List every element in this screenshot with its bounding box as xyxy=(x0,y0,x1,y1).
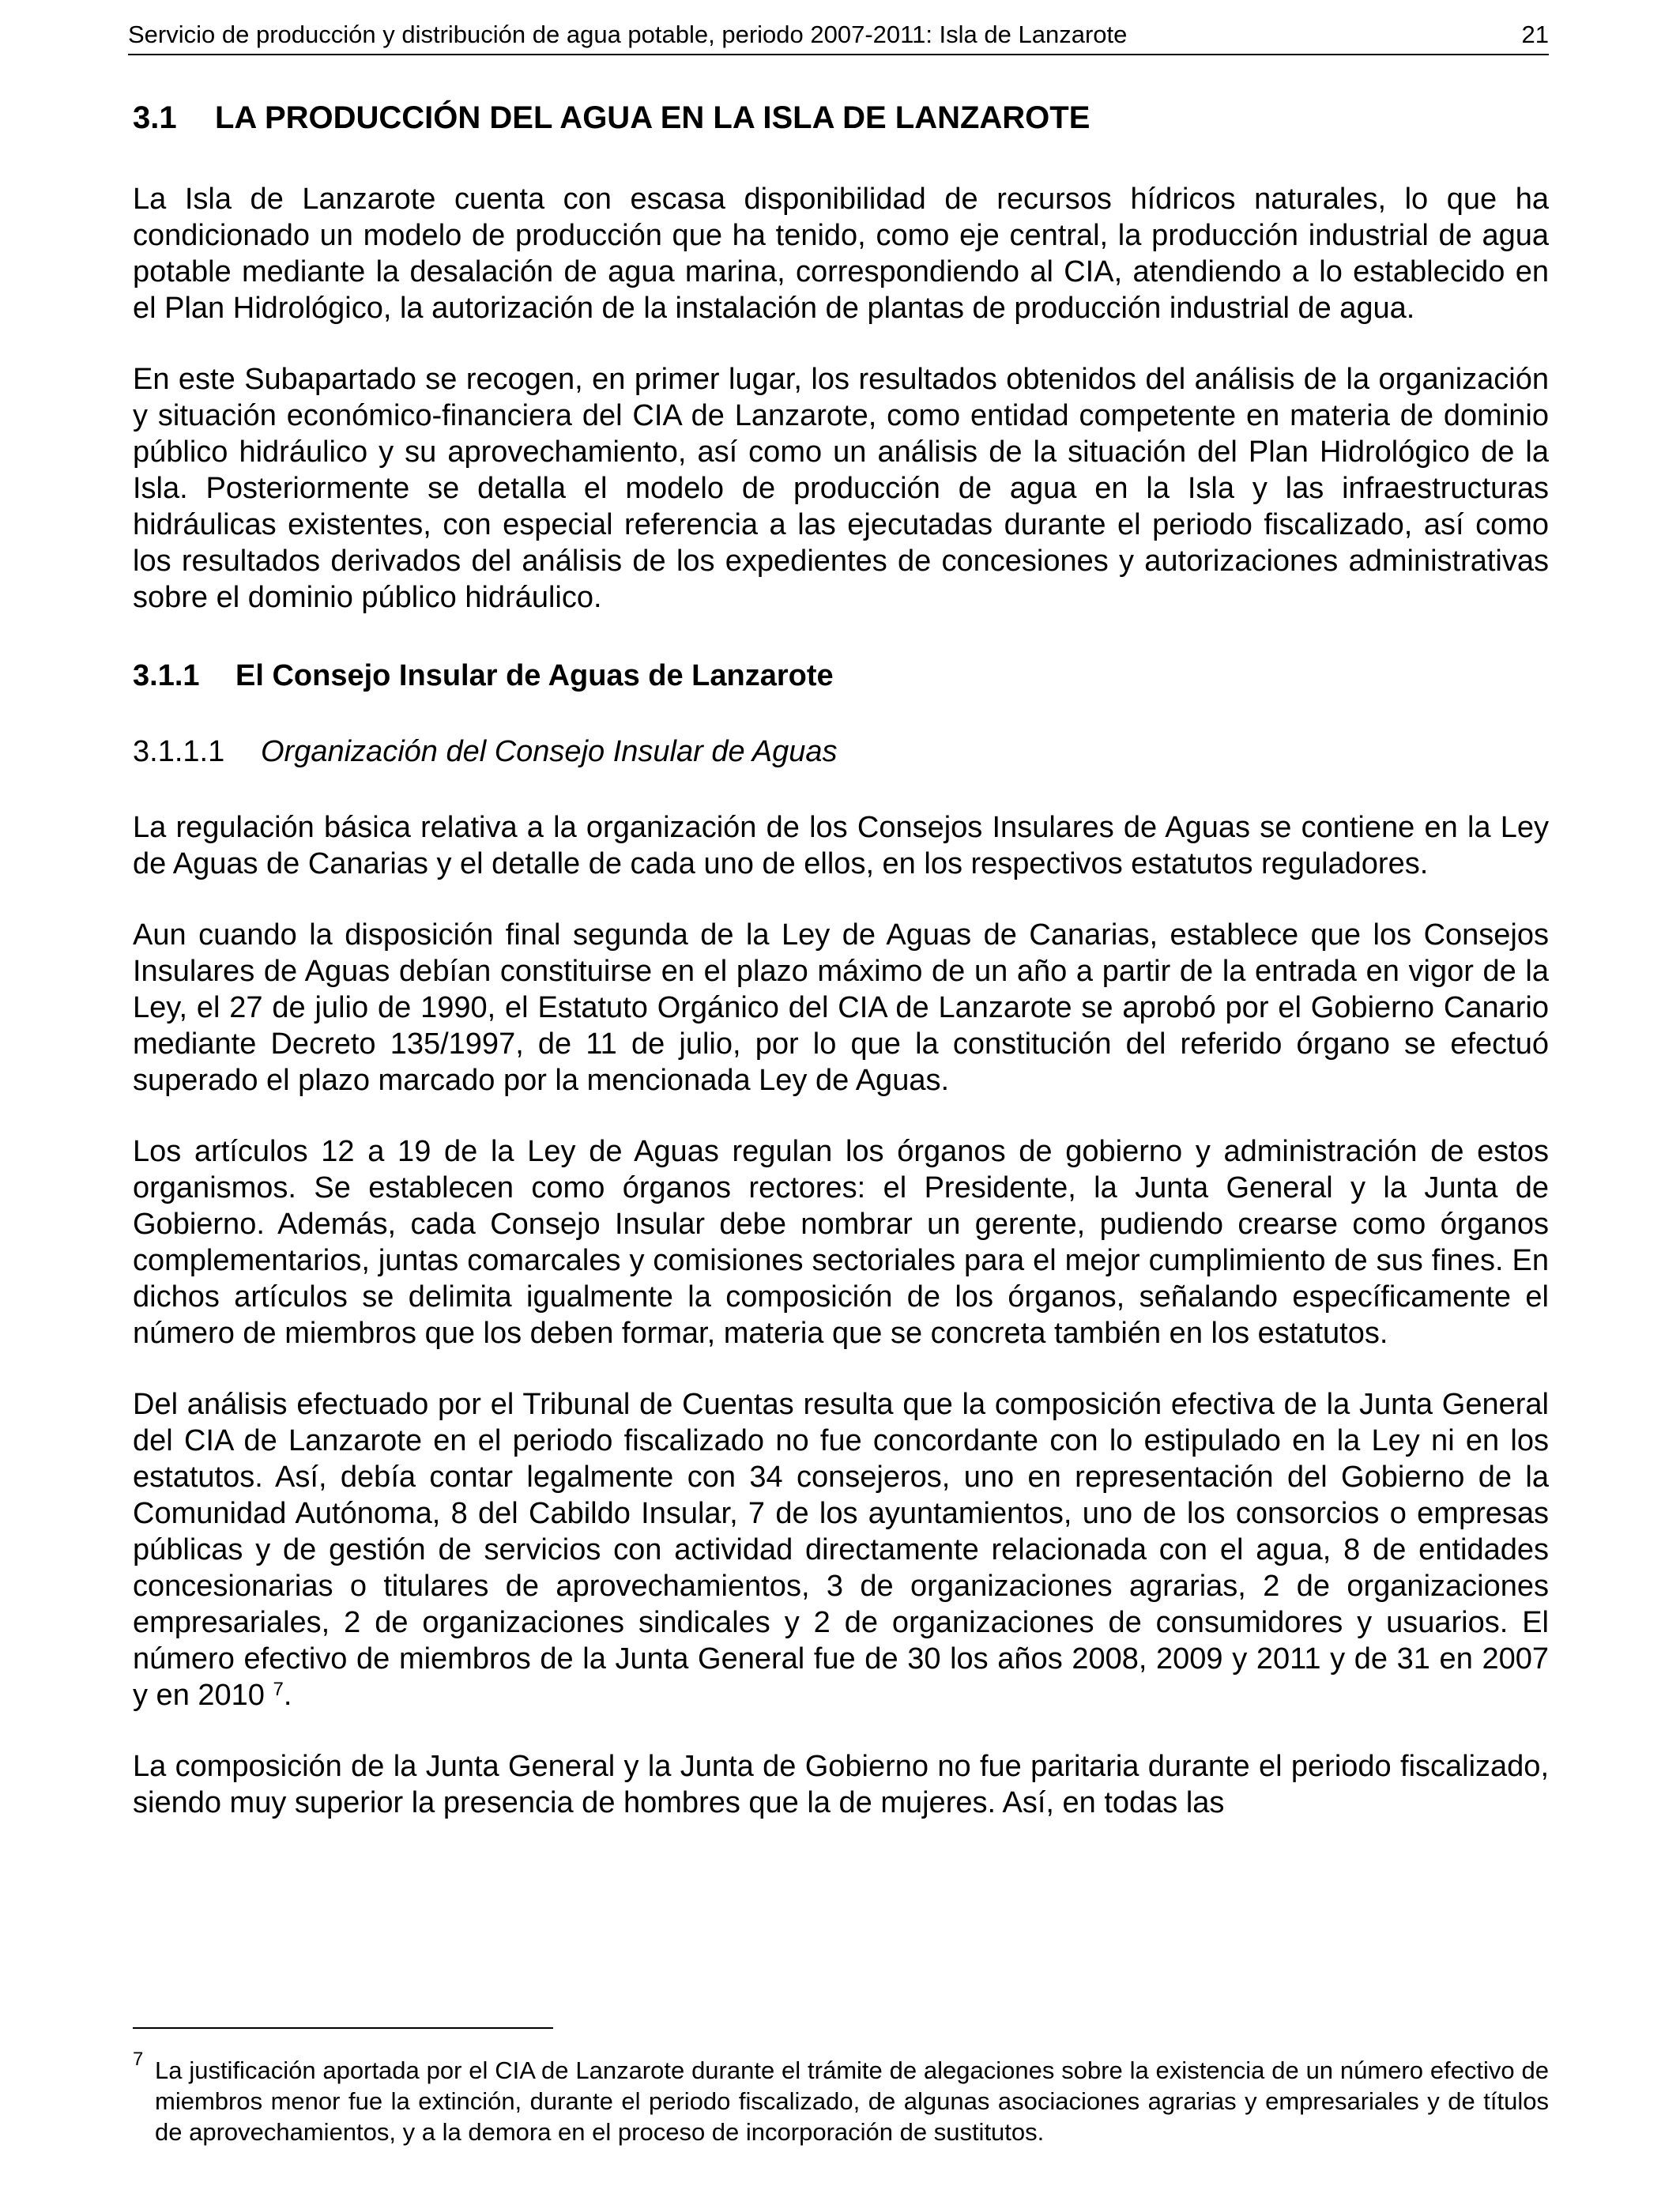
page-number: 21 xyxy=(1521,21,1549,48)
subsubsection-number: 3.1.1.1 xyxy=(133,734,225,768)
footnote-separator xyxy=(133,2027,553,2029)
paragraph: En este Subapartado se recogen, en primer lugar, los resultados obtenidos del análisis de la organización y situación económico-financiera del CIA de Lanzarote, como entidad competente en materia de dominio público hidráulico y su aprovechamiento, así como un análisis de la situación del Plan Hidrológico de la Isla. Posteriormente se detalla el modelo de producción de agua en la Isla y las infraestructuras hidráulicas existentes, con especial referencia a las ejecutadas durante el periodo fiscalizado, así como los resultados derivados del análisis de los expedientes de concesiones y autorizaciones administrativas sobre el dominio público hidráulico. xyxy=(133,363,1549,614)
subsection-title: El Consejo Insular de Aguas de Lanzarote xyxy=(235,659,834,692)
paragraph-with-footnote xyxy=(133,1386,1549,1713)
section-number: 3.1 xyxy=(133,100,177,135)
paragraph: La Isla de Lanzarote cuenta con escasa disponibilidad de recursos hídricos naturales, lo que ha condicionado un modelo de producción que ha tenido, como eje central, la producción industrial de agua potable mediante la desalación de agua marina, correspondiendo al CIA, atendiendo a lo establecido en el Plan Hidrológico, la autorización de la instalación de plantas de producción industrial de agua. xyxy=(133,183,1549,325)
footnote-mark: 7 xyxy=(133,2049,144,2070)
subsection-number: 3.1.1 xyxy=(133,659,200,692)
paragraph-ending: . xyxy=(283,1679,292,1713)
subsubsection-heading xyxy=(133,734,1549,771)
footnote-reference[interactable]: 7 xyxy=(273,1679,284,1701)
paragraph: Aun cuando la disposición final segunda de la Ley de Aguas de Canarias, establece que los Consejos Insulares de Aguas debían constituirse en el plazo máximo de un año a partir de la entrada en vigor de la Ley, el 27 de julio de 1990, el Estatuto Orgánico del CIA de Lanzarote se aprobó por el Gobierno Canario mediante Decreto 135/1997, de 11 de julio, por lo que la constitución del referido órgano se efectuó superado el plazo marcado por la mencionada Ley de Aguas. xyxy=(133,918,1549,1098)
footnote-text: La justificación aportada por el CIA de Lanzarote durante el trámite de alegaciones sobre la existencia de un número efectivo de miembros menor fue la extinción, durante el periodo fiscalizado, de algunas asociaciones agrarias y empresariales y de títulos de aprovechamientos, y a la demora en el proceso de incorporación de sustitutos. xyxy=(155,2056,1549,2146)
page-content xyxy=(133,99,1549,1856)
header-title: Servicio de producción y distribución de agua potable, periodo 2007-2011: Isla de Lanzarote xyxy=(128,21,1128,48)
section-heading xyxy=(133,99,1549,137)
footnote xyxy=(133,2049,1549,2147)
paragraph: La composición de la Junta General y la Junta de Gobierno no fue paritaria durante el periodo fiscalizado, siendo muy superior la presencia de hombres que la de mujeres. Así, en todas las xyxy=(133,1750,1549,1820)
paragraph-text: Del análisis efectuado por el Tribunal de Cuentas resulta que la composición efectiva de la Junta General del CIA de Lanzarote en el periodo fiscalizado no fue concordante con lo estipulado en la Ley ni en los estatutos. Así, debía contar legalmente con 34 consejeros, uno en representación del Gobierno de la Comunidad Autónoma, 8 del Cabildo Insular, 7 de los ayuntamientos, uno de los consorcios o empresas públicas y de gestión de servicios con actividad directamente relacionada con el agua, 8 de entidades concesionarias o titulares de aprovechamientos, 3 de organizaciones agrarias, 2 de organizaciones empresariales, 2 de organizaciones sindicales y 2 de organizaciones de consumidores y usuarios. El número efectivo de miembros de la Junta General fue de 30 los años 2008, 2009 y 2011 y de 31 en 2007 y en 2010 xyxy=(133,1388,1549,1713)
paragraph: Los artículos 12 a 19 de la Ley de Aguas regulan los órganos de gobierno y administración de estos organismos. Se establecen como órganos rectores: el Presidente, la Junta General y la Junta de Gobierno. Además, cada Consejo Insular debe nombrar un gerente, pudiendo crearse como órganos complementarios, juntas comarcales y comisiones sectoriales para el mejor cumplimiento de sus fines. En dichos artículos se delimita igualmente la composición de los órganos, señalando específicamente el número de miembros que los deben formar, materia que se concreta también en los estatutos. xyxy=(133,1135,1549,1351)
page-header xyxy=(128,17,1549,55)
subsubsection-title: Organización del Consejo Insular de Aguas xyxy=(261,734,838,768)
subsection-heading xyxy=(133,658,1549,695)
section-title: LA PRODUCCIÓN DEL AGUA EN LA ISLA DE LANZAROTE xyxy=(215,100,1090,135)
paragraph: La regulación básica relativa a la organización de los Consejos Insulares de Aguas se contiene en la Ley de Aguas de Canarias y el detalle de cada uno de ellos, en los respectivos estatutos reguladores. xyxy=(133,811,1549,881)
